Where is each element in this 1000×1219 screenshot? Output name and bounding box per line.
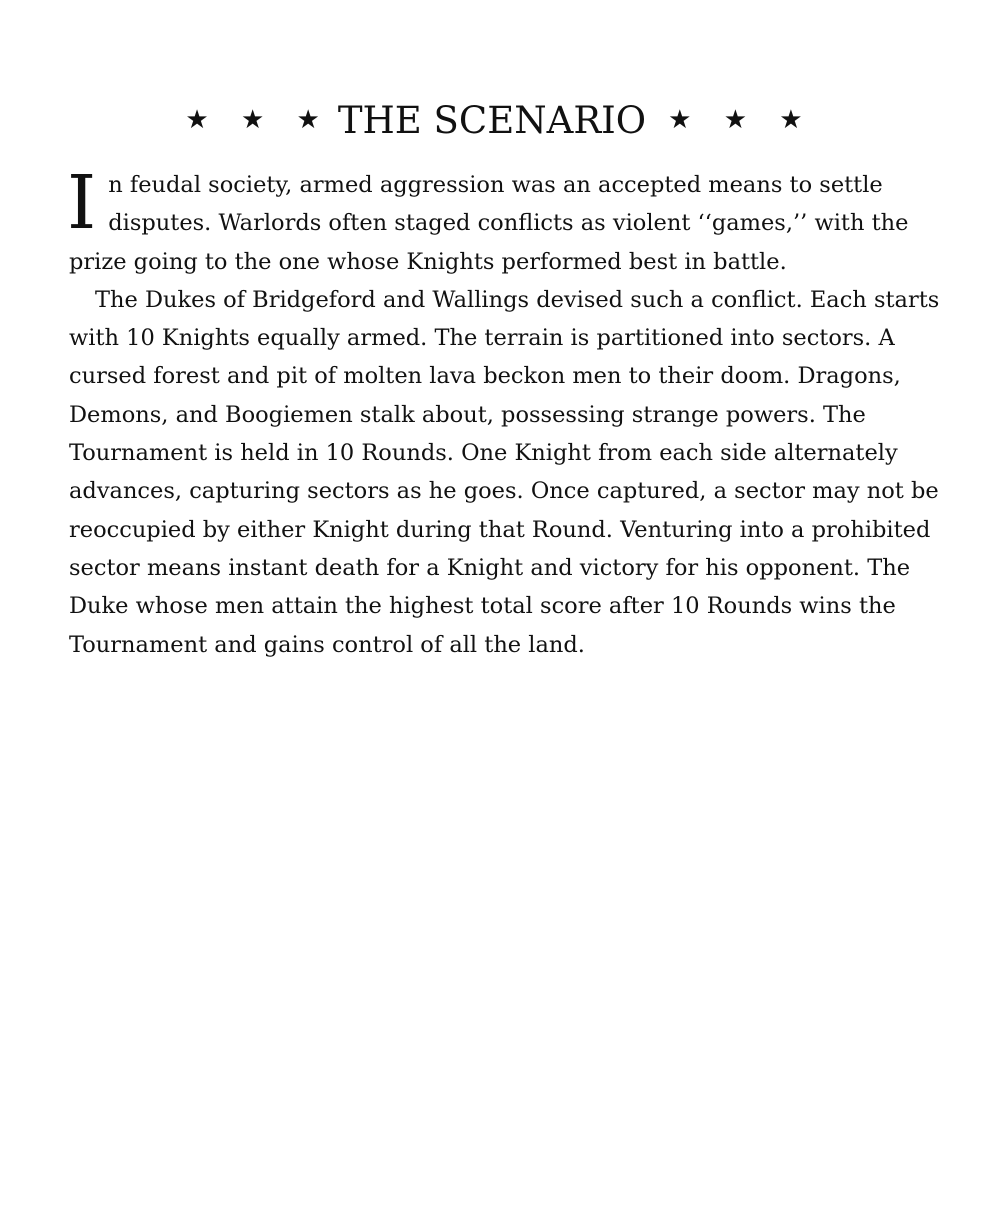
paragraph-intro-text: n feudal society, armed aggression was an accepted means to settle disputes. Warlords often staged conflicts as violent ‘‘games,’’ with the prize going to the one whose Knights performed best in battle. bbox=[69, 172, 909, 275]
paragraph-intro bbox=[67, 160, 941, 281]
drop-cap: I bbox=[67, 160, 97, 246]
star-icon-group-right: ★ ★ ★ bbox=[668, 105, 815, 135]
star-icon-group-left: ★ ★ ★ bbox=[185, 105, 332, 135]
page-title: THE SCENARIO bbox=[337, 98, 647, 142]
scenario-text bbox=[67, 160, 941, 664]
paragraph-rules: The Dukes of Bridgeford and Wallings devised such a conflict. Each starts with 10 Knights equally armed. The terrain is partitioned into sectors. A cursed forest and pit of molten lava beckon men to their doom. Dragons, Demons, and Boogiemen stalk about, possessing strange powers. The Tournament is held in 10 Rounds. One Knight from each side alternately advances, capturing sectors as he goes. Once captured, a sector may not be reoccupied by either Knight during that Round. Venturing into a prohibited sector means instant death for a Knight and victory for his opponent. The Duke whose men attain the highest total score after 10 Rounds wins the Tournament and gains control of all the land. bbox=[69, 286, 940, 658]
heading-row bbox=[0, 92, 1000, 148]
